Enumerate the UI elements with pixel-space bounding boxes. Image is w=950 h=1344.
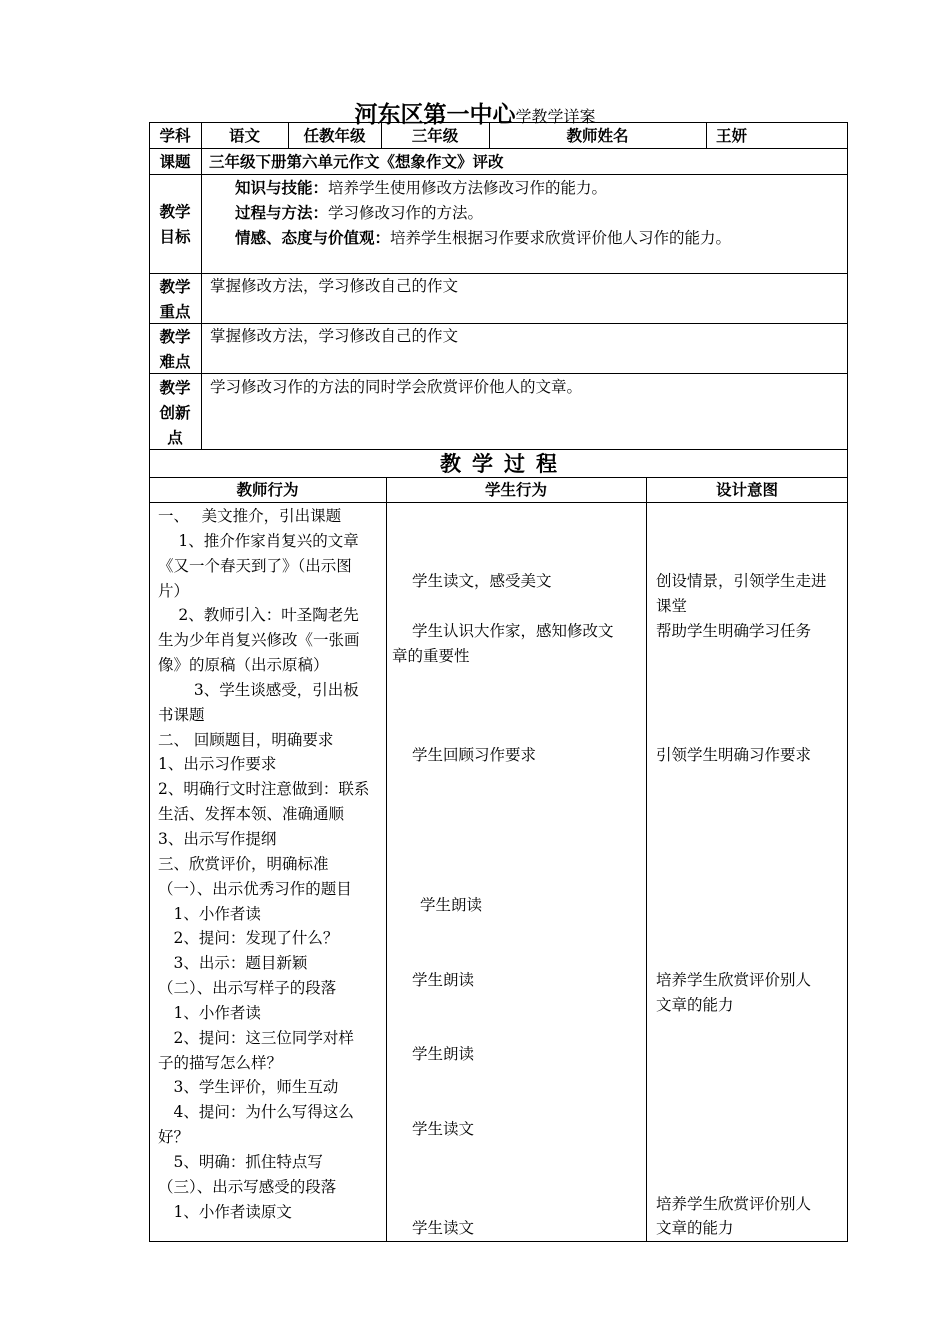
teacher-line: 3、出示写作提纲 (158, 829, 277, 848)
teacher-line: 片） (158, 581, 190, 600)
subject-label: 学科 (159, 126, 191, 145)
student-line: 学生读文，感受美文 (412, 572, 552, 590)
goal-process: 过程与方法：学习修改习作的方法。 (235, 203, 484, 222)
teacher-line: 2、明确行文时注意做到：联系 (158, 780, 370, 799)
student-line: 学生认识大作家，感知修改文 (412, 622, 614, 640)
teacher-line: （一）、出示优秀习作的题目 (158, 879, 352, 898)
design-line: 课堂 (656, 597, 688, 615)
student-line: 章的重要性 (392, 647, 470, 665)
student-line: 学生朗读 (412, 1045, 475, 1063)
goal-emotion: 情感、态度与价值观：培养学生根据习作要求欣赏评价他人习作的能力。 (235, 228, 732, 247)
process-title: 教学过程 (440, 451, 568, 476)
design-line: 文章的能力 (656, 996, 734, 1014)
teacher-name-value: 王妍 (716, 126, 748, 145)
col-header-student: 学生行为 (484, 480, 547, 499)
teacher-line: 生活、发挥本领、准确通顺 (158, 805, 345, 824)
plan-type: 学教学详案 (515, 107, 596, 126)
teacher-line: 3、出示：题目新颖 (158, 954, 308, 973)
difficulty-value: 掌握修改方法，学习修改自己的作文 (210, 327, 459, 345)
innovation-label: 教学 创新 点 (159, 378, 191, 447)
design-line: 培养学生欣赏评价别人 (656, 1195, 812, 1213)
difficulty-label: 教学 难点 (159, 327, 191, 371)
teacher-line: 1、出示习作要求 (158, 755, 277, 774)
goals-label: 教学 目标 (159, 202, 191, 246)
teacher-line: 1、小作者读原文 (158, 1202, 292, 1221)
student-line: 学生朗读 (412, 971, 475, 989)
teacher-line: 2、提问：这三位同学对样 (158, 1028, 354, 1047)
teacher-line: 1、小作者读 (158, 904, 261, 923)
teacher-behavior-list (158, 504, 383, 1224)
grade-value: 三年级 (411, 126, 459, 145)
teacher-line: （二）、出示写样子的段落 (158, 979, 337, 998)
student-line: 学生读文 (412, 1120, 475, 1138)
student-line: 学生回顾习作要求 (412, 746, 537, 764)
teacher-line: 5、明确：抓住特点写 (158, 1152, 323, 1171)
key-point-value: 掌握修改方法，学习修改自己的作文 (210, 277, 459, 295)
teacher-line: 《又一个春天到了》（出示图 (158, 556, 352, 575)
design-line: 帮助学生明确学习任务 (656, 622, 812, 640)
teacher-line: 3、学生评价，师生互动 (158, 1078, 339, 1097)
teacher-line: 书课题 (158, 705, 205, 724)
topic-label: 课题 (159, 152, 191, 171)
teacher-line: 生为少年肖复兴修改《一张画 (158, 631, 360, 650)
teacher-line: 1、推介作家肖复兴的文章 (158, 531, 359, 550)
design-line: 文章的能力 (656, 1219, 734, 1237)
teacher-line: 2、教师引入：叶圣陶老先 (158, 606, 359, 625)
teacher-line: （三）、出示写感受的段落 (158, 1177, 337, 1196)
design-line: 培养学生欣赏评价别人 (656, 971, 812, 989)
grade-label: 任教年级 (303, 126, 366, 145)
teacher-line: 一、 美文推介，引出课题 (158, 507, 342, 525)
teacher-line: 好？ (158, 1128, 190, 1147)
teacher-line: 4、提问：为什么写得这么 (158, 1103, 354, 1122)
subject-value: 语文 (228, 126, 260, 145)
teacher-line: 子的描写怎么样？ (158, 1053, 283, 1072)
teacher-line: 像》的原稿（出示原稿） (158, 656, 329, 675)
innovation-value: 学习修改习作的方法的同时学会欣赏评价他人的文章。 (210, 378, 583, 396)
teacher-line: 1、小作者读 (158, 1003, 261, 1022)
student-line: 学生朗读 (420, 896, 483, 914)
col-header-design: 设计意图 (715, 480, 778, 499)
key-point-label: 教学 重点 (159, 277, 191, 321)
student-line: 学生读文 (412, 1219, 475, 1237)
topic-value: 三年级下册第六单元作文《想象作文》评改 (209, 152, 504, 171)
teacher-line: 2、提问：发现了什么？ (158, 929, 339, 948)
teacher-line: 二、 回顾题目，明确要求 (158, 730, 334, 749)
teacher-name-label: 教师姓名 (566, 126, 629, 145)
col-header-teacher: 教师行为 (236, 480, 299, 499)
design-line: 引领学生明确习作要求 (656, 746, 812, 764)
goal-knowledge: 知识与技能：培养学生使用修改方法修改习作的能力。 (235, 178, 608, 197)
teacher-line: 三、欣赏评价，明确标准 (158, 854, 329, 873)
school-name: 河东区第一中心 (354, 101, 516, 128)
teacher-line: 3、学生谈感受，引出板 (158, 680, 359, 699)
design-line: 创设情景，引领学生走进 (656, 572, 827, 590)
